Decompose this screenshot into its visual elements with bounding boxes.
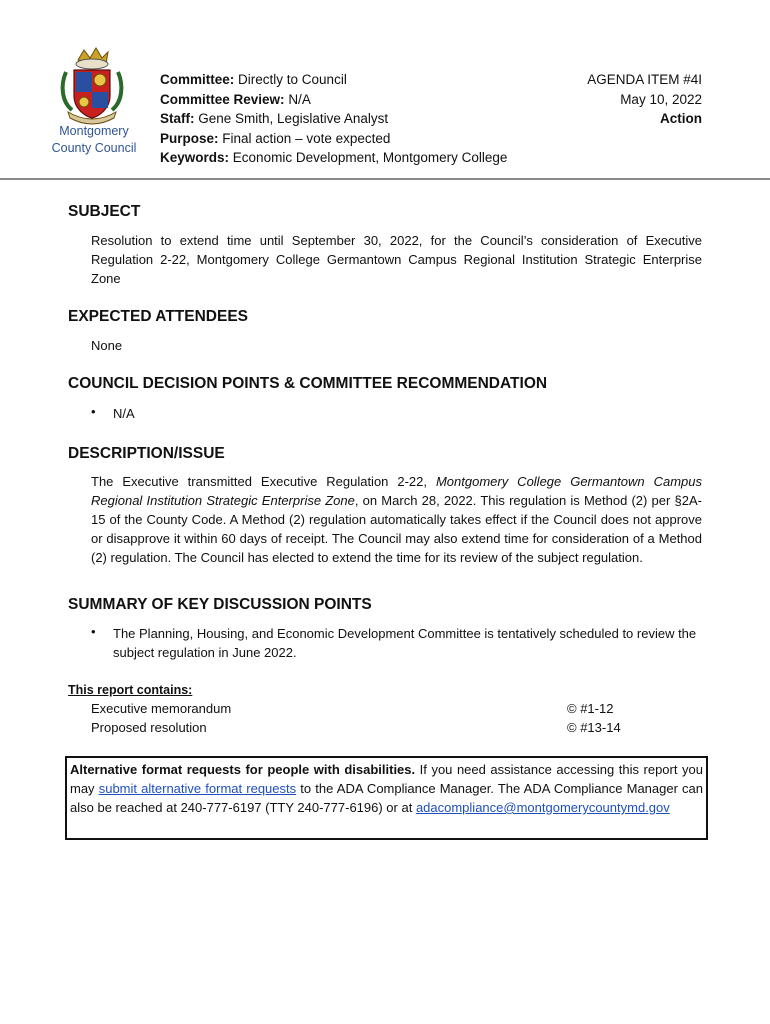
- ada-text-1: If you need assistance accessing this report you may: [70, 762, 703, 796]
- purpose-line: [160, 129, 507, 149]
- attachment-name: Proposed resolution: [91, 720, 207, 735]
- summary-bullet: The Planning, Housing, and Economic Development Committee is tentatively scheduled to review the subject regulation in June 2022.: [113, 626, 697, 660]
- committee-label: Committee:: [160, 72, 235, 87]
- summary-heading: SUMMARY OF KEY DISCUSSION POINTS: [68, 596, 372, 613]
- keywords-value: Economic Development, Montgomery College: [232, 150, 508, 165]
- attachment-pages: © #13-14: [567, 720, 621, 735]
- agenda-action: Action: [660, 111, 702, 126]
- review-line: [160, 90, 507, 110]
- keywords-label: Keywords:: [160, 150, 230, 165]
- attachment-pages: © #1-12: [567, 701, 614, 716]
- subject-text: Resolution to extend time until September 30, 2022, for the Council’s consideration of Executive Regulation 2-22, Montgomery College Germantown Campus Regional Institution Strategic Enterprise Zone: [91, 233, 702, 286]
- ada-notice-box: [65, 756, 708, 840]
- ada-email-link[interactable]: adacompliance@montgomerycountymd.gov: [415, 800, 670, 815]
- keywords-line: [160, 148, 507, 168]
- purpose-label: Purpose:: [160, 130, 219, 146]
- alternative-format-link[interactable]: submit alternative format requests: [98, 781, 297, 796]
- description-pre: The Executive transmitted Executive Regulation 2-22,: [91, 474, 436, 489]
- decision-bullet: N/A: [113, 406, 135, 421]
- county-seal-logo: [58, 46, 126, 126]
- meta-block: [160, 70, 507, 168]
- committee-value: Directly to Council: [238, 72, 347, 87]
- org-name-line1: Montgomery: [59, 124, 129, 138]
- contents-heading: This report contains:: [68, 683, 193, 697]
- description-heading: DESCRIPTION/ISSUE: [68, 445, 225, 462]
- agenda-item: AGENDA ITEM #4I: [587, 72, 702, 87]
- subject-heading: SUBJECT: [68, 203, 141, 220]
- agenda-date: May 10, 2022: [620, 91, 702, 107]
- agenda-block: [587, 70, 702, 129]
- staff-value: Gene Smith, Legislative Analyst: [198, 111, 389, 126]
- ada-text-2: to the ADA Compliance Manager. The ADA Compliance Manager can also be reached at 240-777-6197 (TTY 240-777-6196) or at: [70, 781, 704, 815]
- attachment-name: Executive memorandum: [91, 701, 232, 716]
- decision-heading: COUNCIL DECISION POINTS & COMMITTEE RECOMMENDATION: [68, 375, 548, 392]
- purpose-value: Final action – vote expected: [222, 130, 391, 146]
- staff-line: [160, 109, 507, 129]
- org-name-line2: County Council: [51, 141, 137, 155]
- attendees-heading: EXPECTED ATTENDEES: [68, 308, 248, 325]
- bullet-icon: •: [91, 404, 96, 419]
- review-value: N/A: [288, 91, 311, 107]
- committee-line: [160, 70, 507, 90]
- regulation-title: Montgomery College Germantown Campus Regional Institution Strategic Enterprise Zone: [91, 474, 703, 508]
- staff-label: Staff:: [160, 111, 195, 126]
- attendees-text: None: [91, 338, 123, 353]
- review-label: Committee Review:: [160, 91, 285, 107]
- description-post: , on March 28, 2022. This regulation is Method (2) per §2A-15 of the County Code. A Method (2) regulation automatically takes effect if the Council does not approve or disapprove it within 60 days of receipt. The Council may also extend time for consideration of a Method (2) regulation. The Council has elected to extend the time for its review of the subject regulation.: [91, 493, 702, 565]
- header-divider: [0, 178, 770, 180]
- description-text: [91, 472, 702, 567]
- ada-notice-title: Alternative format requests for people with disabilities.: [70, 762, 416, 777]
- bullet-icon: •: [91, 624, 96, 639]
